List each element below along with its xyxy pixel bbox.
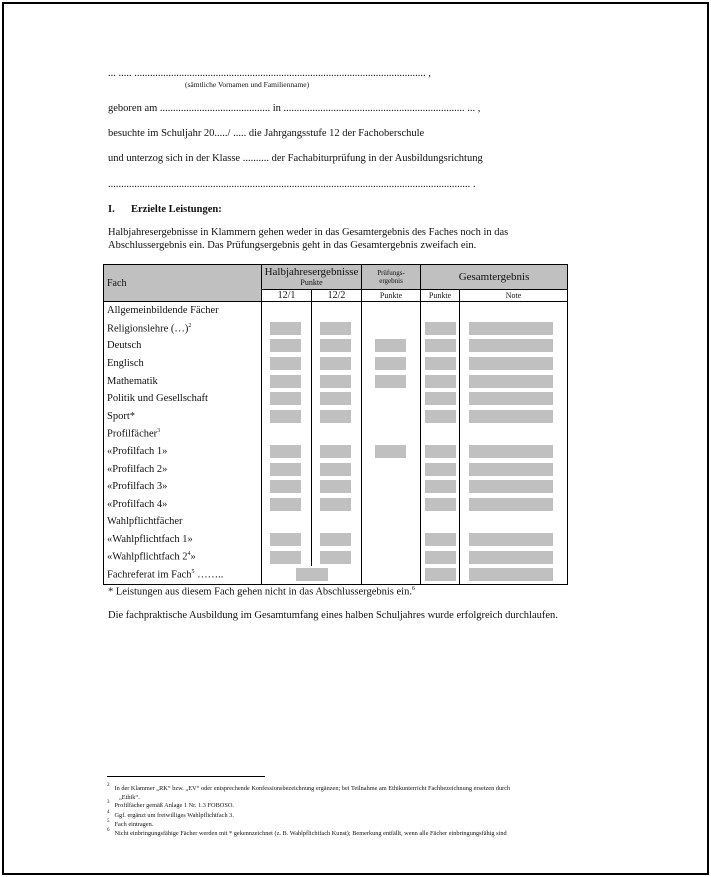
- gesamt-punkte-cell: [421, 320, 460, 338]
- halbjahr-12-1-field[interactable]: [270, 410, 301, 423]
- note-field[interactable]: [469, 463, 553, 476]
- gesamt-punkte-field[interactable]: [425, 339, 456, 352]
- footnote-star-sup: 6: [411, 586, 415, 592]
- note-cell: [460, 460, 568, 478]
- table-row: [104, 337, 568, 355]
- halbjahr-12-1-field[interactable]: [270, 498, 301, 511]
- halbjahr-12-2-field[interactable]: [320, 463, 351, 476]
- subject-name: Allgemeinbildende Fächer: [107, 305, 219, 317]
- table-row: [104, 548, 568, 566]
- name-line: ... ..... ............................................................................................................... ,: [108, 68, 431, 79]
- pruefung-cell: [362, 425, 421, 443]
- referat-field[interactable]: [296, 568, 328, 581]
- footnote-text: Profilfächer gemäß Anlage 1 Nr. 1.3 FOBOSO.: [114, 802, 234, 810]
- table-row: [104, 372, 568, 390]
- table-row: [104, 531, 568, 549]
- halbjahr-12-1-cell: [262, 496, 312, 514]
- col-gesamt-header: Gesamtergebnis: [421, 265, 568, 290]
- pruefung-cell: [362, 302, 421, 320]
- subject-name: «Profilfach 2»: [107, 463, 168, 475]
- pruefung-field[interactable]: [375, 339, 406, 352]
- note-cell: [460, 531, 568, 549]
- note-cell: [460, 337, 568, 355]
- footnote-item: [107, 784, 510, 792]
- gesamt-punkte-cell: [421, 548, 460, 566]
- subject-label: [104, 408, 262, 426]
- pruefung-field[interactable]: [375, 357, 406, 370]
- halbjahr-12-2-field[interactable]: [320, 445, 351, 458]
- pruefung-title-2: ergebnis: [379, 277, 403, 285]
- pruefung-field[interactable]: [375, 375, 406, 388]
- subject-label: [104, 566, 262, 584]
- pruefung-cell: [362, 390, 421, 408]
- halbjahr-12-2-field[interactable]: [320, 339, 351, 352]
- subject-name: Politik und Gesellschaft: [107, 393, 208, 405]
- gesamt-punkte-cell: [421, 531, 460, 549]
- pruefung-cell: [362, 460, 421, 478]
- footnote-number: 5: [107, 819, 110, 824]
- gesamt-punkte-field[interactable]: [425, 375, 456, 388]
- gesamt-punkte-cell: [421, 566, 460, 584]
- school-year-line: besuchte im Schuljahr 20...../ ..... die Jahrgangsstufe 12 der Fachoberschule: [108, 128, 425, 139]
- subject-name: Religionslehre (…): [107, 323, 189, 335]
- gesamt-punkte-cell: [421, 478, 460, 496]
- pruefung-cell: [362, 548, 421, 566]
- halbjahr-12-1-cell: [262, 443, 312, 461]
- footnote-text: In der Klammer „RK“ bzw. „EV“ oder entsprechende Konfessionsbezeichnung ergänzen; bei Teilnahme am Ethikunterricht Fachbezeichnung ersetzen durch: [114, 785, 511, 793]
- halbjahr-12-2-cell: [312, 478, 362, 496]
- halbjahr-12-2-cell: [312, 372, 362, 390]
- gesamt-punkte-field[interactable]: [425, 322, 456, 335]
- subject-label: [104, 320, 262, 338]
- note-field[interactable]: [469, 551, 553, 564]
- table-section-row: [104, 302, 568, 320]
- blank-line: .......................................................................................................................................... .: [108, 179, 476, 190]
- note-cell: [460, 408, 568, 426]
- halbjahr-unit: Punkte: [300, 278, 323, 287]
- subject-name: Englisch: [107, 358, 144, 370]
- section-title: Erzielte Leistungen:: [131, 204, 222, 215]
- halbjahr-12-1-field[interactable]: [270, 339, 301, 352]
- gesamt-punkte-field[interactable]: [425, 498, 456, 511]
- gesamt-punkte-cell: [421, 496, 460, 514]
- gesamt-punkte-cell: [421, 355, 460, 373]
- footnote-text: Ggf. ergänzt um freiwilliges Wahlpflichtfach 3.: [114, 812, 234, 820]
- halbjahr-12-1-cell: [262, 302, 312, 320]
- gesamt-punkte-field[interactable]: [425, 568, 456, 581]
- subject-name: «Profilfach 3»: [107, 481, 168, 493]
- footnote-item: [107, 801, 234, 809]
- footnote-ref: 5: [191, 568, 195, 575]
- halbjahr-12-1-cell: [262, 460, 312, 478]
- subject-label: [104, 337, 262, 355]
- halbjahr-12-1-field[interactable]: [270, 357, 301, 370]
- sub-12-2: 12/2: [312, 290, 362, 302]
- halbjahr-12-1-field[interactable]: [270, 445, 301, 458]
- halbjahr-12-2-field[interactable]: [320, 533, 351, 546]
- intro-line-1: Halbjahresergebnisse in Klammern gehen weder in das Gesamtergebnis des Faches noch in das: [108, 227, 509, 238]
- footnote-number: 4: [107, 810, 110, 815]
- gesamt-punkte-field[interactable]: [425, 480, 456, 493]
- sub-gesamt-punkte: Punkte: [421, 290, 460, 302]
- table-row: [104, 566, 568, 584]
- note-cell: [460, 443, 568, 461]
- halbjahr-12-1-cell: [262, 513, 312, 531]
- halbjahr-12-2-cell: [312, 320, 362, 338]
- table-row: [104, 443, 568, 461]
- note-field[interactable]: [469, 498, 553, 511]
- name-caption: (sämtliche Vornamen und Familienname): [185, 80, 310, 89]
- pruefung-cell: [362, 513, 421, 531]
- note-field[interactable]: [469, 322, 553, 335]
- subject-name: Fachreferat im Fach: [107, 569, 192, 581]
- footnote-ref: 3: [157, 428, 161, 435]
- grades-table: [103, 264, 568, 585]
- gesamt-punkte-cell: [421, 460, 460, 478]
- subject-name: «Profilfach 4»: [107, 498, 168, 510]
- gesamt-punkte-cell: [421, 337, 460, 355]
- subject-label: [104, 548, 262, 566]
- subject-label: [104, 443, 262, 461]
- footnote-text: Nicht einbringungsfähige Fächer werden mit * gekennzeichnet (z. B. Wahlpflichtfach Kunst); Bemerkung entfällt, wenn alle Fächer einbringungsfähig sind: [114, 830, 507, 838]
- halbjahr-12-2-field[interactable]: [320, 480, 351, 493]
- gesamt-punkte-cell: [421, 372, 460, 390]
- note-field[interactable]: [469, 375, 553, 388]
- practical-note: Die fachpraktische Ausbildung im Gesamtumfang eines halben Schuljahres wurde erfolgreich durchlaufen.: [108, 610, 558, 621]
- pruefung-cell: [362, 478, 421, 496]
- note-cell: [460, 320, 568, 338]
- halbjahr-12-1-cell: [262, 337, 312, 355]
- halbjahr-12-1-cell: [262, 372, 312, 390]
- subject-suffix: ……..: [194, 569, 224, 581]
- note-cell: [460, 372, 568, 390]
- note-cell: [460, 496, 568, 514]
- table-section-row: [104, 425, 568, 443]
- halbjahr-12-2-cell: [312, 302, 362, 320]
- gesamt-punkte-field[interactable]: [425, 551, 456, 564]
- subject-name: «Wahlpflichtfach 2: [107, 551, 188, 563]
- halbjahr-12-1-cell: [262, 320, 312, 338]
- halbjahr-12-2-cell: [312, 513, 362, 531]
- note-field[interactable]: [469, 410, 553, 423]
- gesamt-punkte-cell: [421, 513, 460, 531]
- halbjahr-12-1-cell: [262, 478, 312, 496]
- footnote-number: 3: [107, 800, 110, 805]
- gesamt-punkte-field[interactable]: [425, 463, 456, 476]
- note-cell: [460, 425, 568, 443]
- pruefung-cell: [362, 408, 421, 426]
- halbjahr-12-2-cell: [312, 425, 362, 443]
- note-cell: [460, 548, 568, 566]
- halbjahr-12-2-field[interactable]: [320, 551, 351, 564]
- pruefung-cell: [362, 320, 421, 338]
- table-row: [104, 478, 568, 496]
- col-pruefung-header: [362, 265, 421, 290]
- footnote-item: [107, 794, 140, 801]
- footnote-number: 2: [107, 783, 110, 788]
- halbjahr-12-2-cell: [312, 390, 362, 408]
- gesamt-punkte-cell: [421, 302, 460, 320]
- gesamt-punkte-cell: [421, 443, 460, 461]
- pruefung-cell: [362, 372, 421, 390]
- gesamt-punkte-field[interactable]: [425, 533, 456, 546]
- sub-pruefung-punkte: Punkte: [362, 290, 421, 302]
- subject-label: [104, 372, 262, 390]
- subject-label: [104, 478, 262, 496]
- subject-name: Deutsch: [107, 340, 142, 352]
- note-field[interactable]: [469, 480, 553, 493]
- subject-label: [104, 496, 262, 514]
- halbjahr-12-1-field[interactable]: [270, 463, 301, 476]
- halbjahr-12-2-field[interactable]: [320, 498, 351, 511]
- halbjahr-12-1-field[interactable]: [270, 392, 301, 405]
- subject-label: [104, 531, 262, 549]
- subject-label: [104, 425, 262, 443]
- subject-name: «Wahlpflichtfach 1»: [107, 534, 193, 546]
- class-line: und unterzog sich in der Klasse .......... der Fachabiturprüfung in der Ausbildungsrichtung: [108, 153, 483, 164]
- halbjahr-12-2-cell: [312, 548, 362, 566]
- subject-label: [104, 302, 262, 320]
- footnote-item: [107, 820, 153, 828]
- note-cell: [460, 390, 568, 408]
- pruefung-cell: [362, 531, 421, 549]
- subject-label: [104, 460, 262, 478]
- pruefung-cell: [362, 566, 421, 584]
- sub-12-1: 12/1: [262, 290, 312, 302]
- footnote-ref: 4: [187, 551, 191, 558]
- halbjahr-12-2-field[interactable]: [320, 410, 351, 423]
- halbjahr-12-1-field[interactable]: [270, 322, 301, 335]
- halbjahr-12-1-cell: [262, 390, 312, 408]
- pruefung-cell: [362, 496, 421, 514]
- subject-name: Wahlpflichtfächer: [107, 516, 183, 528]
- subject-label: [104, 513, 262, 531]
- birth-line: geboren am .......................................... in ..................................................................... ... ,: [108, 103, 481, 114]
- footnote-star: [108, 586, 415, 598]
- note-field[interactable]: [469, 339, 553, 352]
- note-field[interactable]: [469, 357, 553, 370]
- footnote-item: [107, 829, 507, 837]
- note-cell: [460, 478, 568, 496]
- subject-name: «Profilfach 1»: [107, 446, 168, 458]
- subject-name: Sport*: [107, 410, 136, 422]
- note-field[interactable]: [469, 445, 553, 458]
- footnote-item: [107, 811, 234, 819]
- halbjahr-title: Halbjahresergebnisse: [264, 266, 359, 278]
- col-fach-header: Fach: [104, 265, 262, 302]
- table-row: [104, 390, 568, 408]
- gesamt-punkte-cell: [421, 390, 460, 408]
- footnote-text: „Ethik“.: [119, 794, 140, 801]
- halbjahr-12-2-cell: [312, 337, 362, 355]
- footnote-number: 6: [107, 828, 110, 833]
- gesamt-punkte-cell: [421, 408, 460, 426]
- table-row: [104, 408, 568, 426]
- subject-name: Profilfächer: [107, 428, 158, 440]
- subject-name: Mathematik: [107, 375, 158, 387]
- subject-suffix: »: [190, 551, 196, 563]
- gesamt-punkte-field[interactable]: [425, 357, 456, 370]
- halbjahr-12-1-field[interactable]: [270, 480, 301, 493]
- note-cell: [460, 355, 568, 373]
- footnote-text: Fach eintragen.: [114, 821, 154, 829]
- gesamt-punkte-field[interactable]: [425, 410, 456, 423]
- table-row: [104, 460, 568, 478]
- note-field[interactable]: [469, 568, 553, 581]
- halbjahr-12-1-cell: [262, 355, 312, 373]
- note-field[interactable]: [469, 533, 553, 546]
- note-cell: [460, 302, 568, 320]
- footnote-separator: [107, 776, 265, 777]
- table-row: [104, 355, 568, 373]
- halbjahr-12-2-field[interactable]: [320, 392, 351, 405]
- halbjahr-12-2-field[interactable]: [320, 375, 351, 388]
- pruefung-cell: [362, 337, 421, 355]
- gesamt-punkte-cell: [421, 425, 460, 443]
- halbjahr-12-2-field[interactable]: [320, 322, 351, 335]
- sub-note: Note: [460, 290, 568, 302]
- pruefung-cell: [362, 443, 421, 461]
- footnote-star-text: * Leistungen aus diesem Fach gehen nicht in das Abschlussergebnis ein.: [108, 586, 412, 598]
- section-number: I.: [108, 204, 115, 215]
- subject-label: [104, 390, 262, 408]
- table-row: [104, 320, 568, 338]
- pruefung-cell: [362, 355, 421, 373]
- gesamt-punkte-field[interactable]: [425, 445, 456, 458]
- col-halbjahr-header: [262, 265, 362, 290]
- halbjahr-12-2-field[interactable]: [320, 357, 351, 370]
- intro-line-2: Abschlussergebnis ein. Das Prüfungsergebnis geht in das Gesamtergebnis zweifach ein.: [108, 240, 477, 251]
- halbjahr-12-1-field[interactable]: [270, 551, 301, 564]
- halbjahr-12-1-cell: [262, 408, 312, 426]
- halbjahr-12-1-field[interactable]: [270, 375, 301, 388]
- footnote-ref: 2: [188, 322, 192, 329]
- halbjahr-12-2-cell: [312, 408, 362, 426]
- table-section-row: [104, 513, 568, 531]
- halbjahr-12-2-cell: [312, 443, 362, 461]
- referat-cell: [262, 566, 362, 584]
- halbjahr-12-1-cell: [262, 425, 312, 443]
- halbjahr-12-2-cell: [312, 496, 362, 514]
- halbjahr-12-1-field[interactable]: [270, 533, 301, 546]
- subject-label: [104, 355, 262, 373]
- note-cell: [460, 566, 568, 584]
- pruefung-title-1: Prüfungs-: [377, 269, 405, 277]
- note-cell: [460, 513, 568, 531]
- halbjahr-12-1-cell: [262, 531, 312, 549]
- table-row: [104, 496, 568, 514]
- pruefung-field[interactable]: [375, 445, 406, 458]
- halbjahr-12-2-cell: [312, 531, 362, 549]
- halbjahr-12-2-cell: [312, 355, 362, 373]
- halbjahr-12-1-cell: [262, 548, 312, 566]
- halbjahr-12-2-cell: [312, 460, 362, 478]
- note-field[interactable]: [469, 392, 553, 405]
- gesamt-punkte-field[interactable]: [425, 392, 456, 405]
